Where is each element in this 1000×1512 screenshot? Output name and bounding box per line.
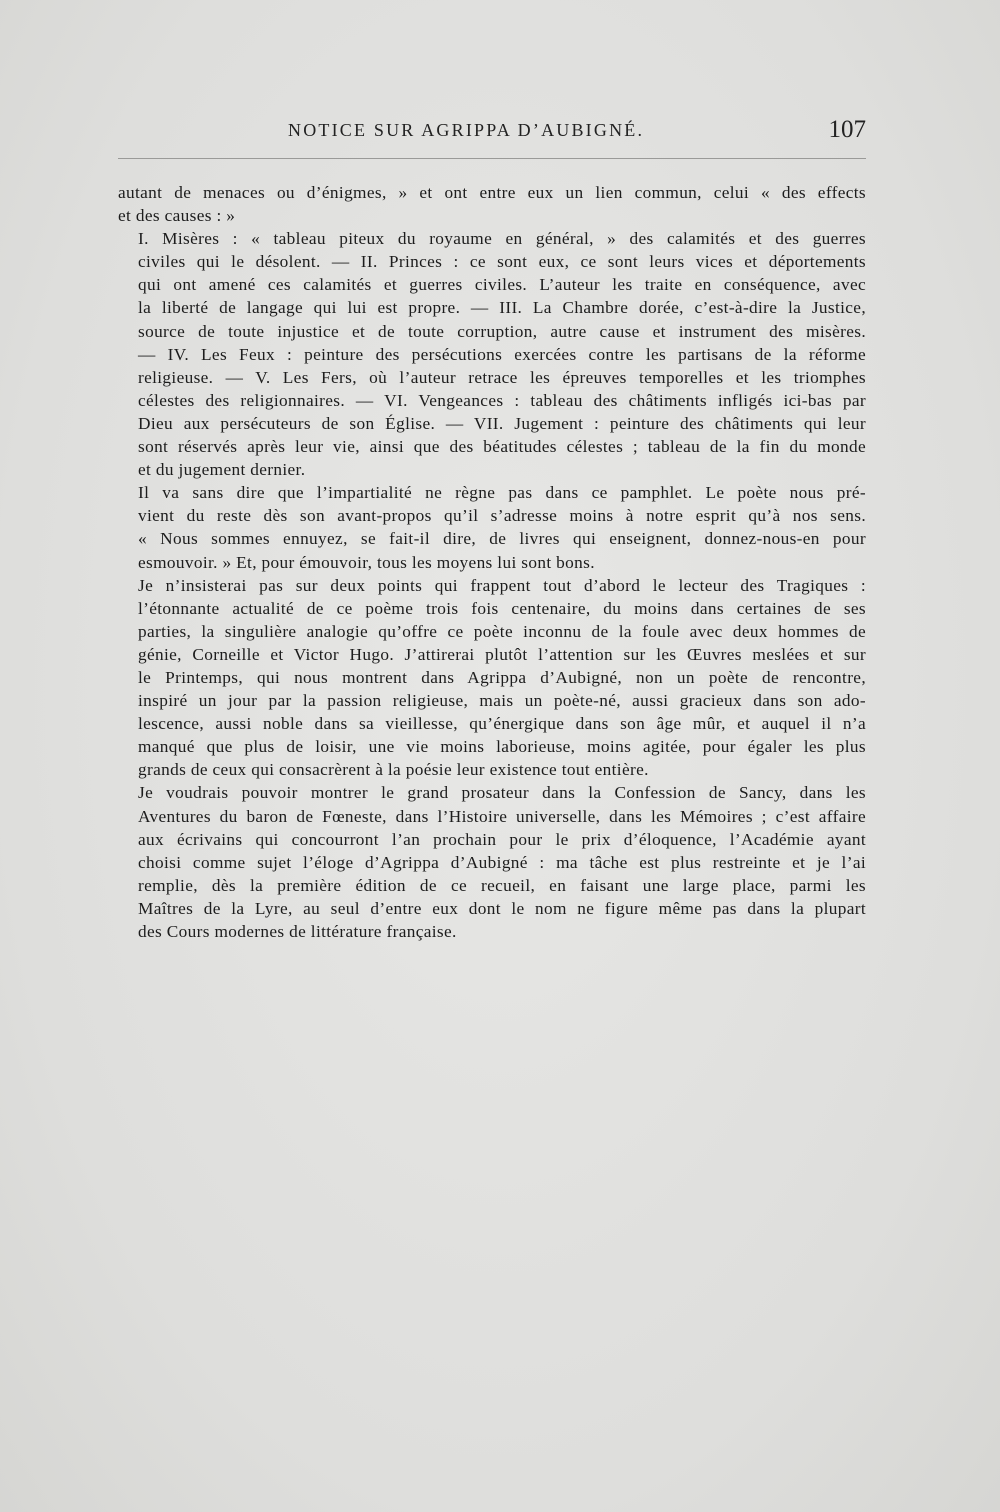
text-line: et du jugement dernier.: [138, 460, 306, 480]
paragraph: [118, 781, 866, 943]
text-line: choisi comme sujet l’éloge d’Agrippa d’Aubigné : ma tâche est plus restreinte et je l’ai: [138, 852, 866, 872]
text-line: manqué que plus de loisir, une vie moins laborieuse, moins agitée, pour égaler les plus: [138, 737, 866, 757]
text-line: Je voudrais pouvoir montrer le grand prosateur dans la Confession de Sancy, dans les: [138, 783, 866, 803]
text-line: inspiré un jour par la passion religieuse, mais un poète-né, aussi gracieux dans son ado-: [138, 691, 866, 711]
text-line: — IV. Les Feux : peinture des persécutions exercées contre les partisans de la réforme: [138, 344, 866, 364]
paragraph: [118, 481, 866, 573]
text-line: la liberté de langage qui lui est propre. — III. La Chambre dorée, c’est-à-dire la Justice,: [138, 298, 866, 318]
text-line: Dieu aux persécuteurs de son Église. — VII. Jugement : peinture des châtiments qui leur: [138, 413, 866, 433]
text-line: qui ont amené ces calamités et guerres civiles. L’auteur les traite en conséquence, avec: [138, 275, 866, 295]
text-line: civiles qui le désolent. — II. Princes : ce sont eux, ce sont leurs vices et déportements: [138, 252, 866, 272]
text-line: Aventures du baron de Fœneste, dans l’Histoire universelle, dans les Mémoires ; c’est affaire: [138, 806, 866, 826]
text-line: Je n’insisterai pas sur deux points qui frappent tout d’abord le lecteur des Tragiques :: [138, 575, 866, 595]
text-line: « Nous sommes ennuyez, se fait-il dire, de livres qui enseignent, donnez-nous-en pour: [138, 529, 866, 549]
text-line: parties, la singulière analogie qu’offre ce poète inconnu de la foule avec deux hommes de: [138, 621, 866, 641]
text-line: et des causes : »: [118, 206, 236, 226]
paragraph: [118, 574, 866, 782]
text-line: grands de ceux qui consacrèrent à la poésie leur existence tout entière.: [138, 760, 649, 780]
text-line: le Printemps, qui nous montrent dans Agrippa d’Aubigné, non un poète de rencontre,: [138, 667, 866, 687]
text-line: source de toute injustice et de toute corruption, autre cause et instrument des misères.: [138, 321, 866, 341]
text-line: génie, Corneille et Victor Hugo. J’attirerai plutôt l’attention sur les Œuvres meslées et sur: [138, 644, 866, 664]
page-header: [118, 118, 866, 148]
running-title: NOTICE SUR AGRIPPA D’AUBIGNÉ.: [288, 120, 645, 140]
text-line: Maîtres de la Lyre, au seul d’entre eux dont le nom ne figure même pas dans la plupart: [138, 898, 866, 918]
text-line: vient du reste dès son avant-propos qu’il s’adresse moins à notre esprit qu’à nos sens.: [138, 506, 866, 526]
text-line: lescence, aussi noble dans sa vieillesse, qu’énergique dans son âge mûr, et auquel il n’a: [138, 714, 866, 734]
text-line: des Cours modernes de littérature française.: [138, 922, 457, 941]
text-line: I. Misères : « tableau piteux du royaume en général, » des calamités et des guerres: [138, 229, 866, 249]
text-line: l’étonnante actualité de ce poème trois fois centenaire, du moins dans certaines de ses: [138, 598, 866, 618]
paragraph: [118, 181, 866, 227]
text-line: aux écrivains qui concourront l’an prochain pour le prix d’éloquence, l’Académie ayant: [138, 829, 866, 849]
body-text: [118, 181, 866, 943]
text-line: remplie, dès la première édition de ce recueil, en faisant une large place, parmi les: [138, 875, 866, 895]
text-line: esmouvoir. » Et, pour émouvoir, tous les moyens lui sont bons.: [138, 552, 595, 572]
header-rule: [118, 158, 866, 159]
text-line: célestes des religionnaires. — VI. Vengeances : tableau des châtiments infligés ici-bas par: [138, 390, 866, 410]
paragraph: [118, 227, 866, 481]
text-line: autant de menaces ou d’énigmes, » et ont entre eux un lien commun, celui « des effects: [118, 183, 866, 202]
text-line: sont réservés après leur vie, ainsi que des béatitudes célestes ; tableau de la fin du monde: [138, 437, 866, 457]
text-line: Il va sans dire que l’impartialité ne règne pas dans ce pamphlet. Le poète nous pré-: [138, 483, 866, 503]
text-line: religieuse. — V. Les Fers, où l’auteur retrace les épreuves temporelles et les triomphes: [138, 367, 866, 387]
page-number: 107: [828, 116, 866, 143]
